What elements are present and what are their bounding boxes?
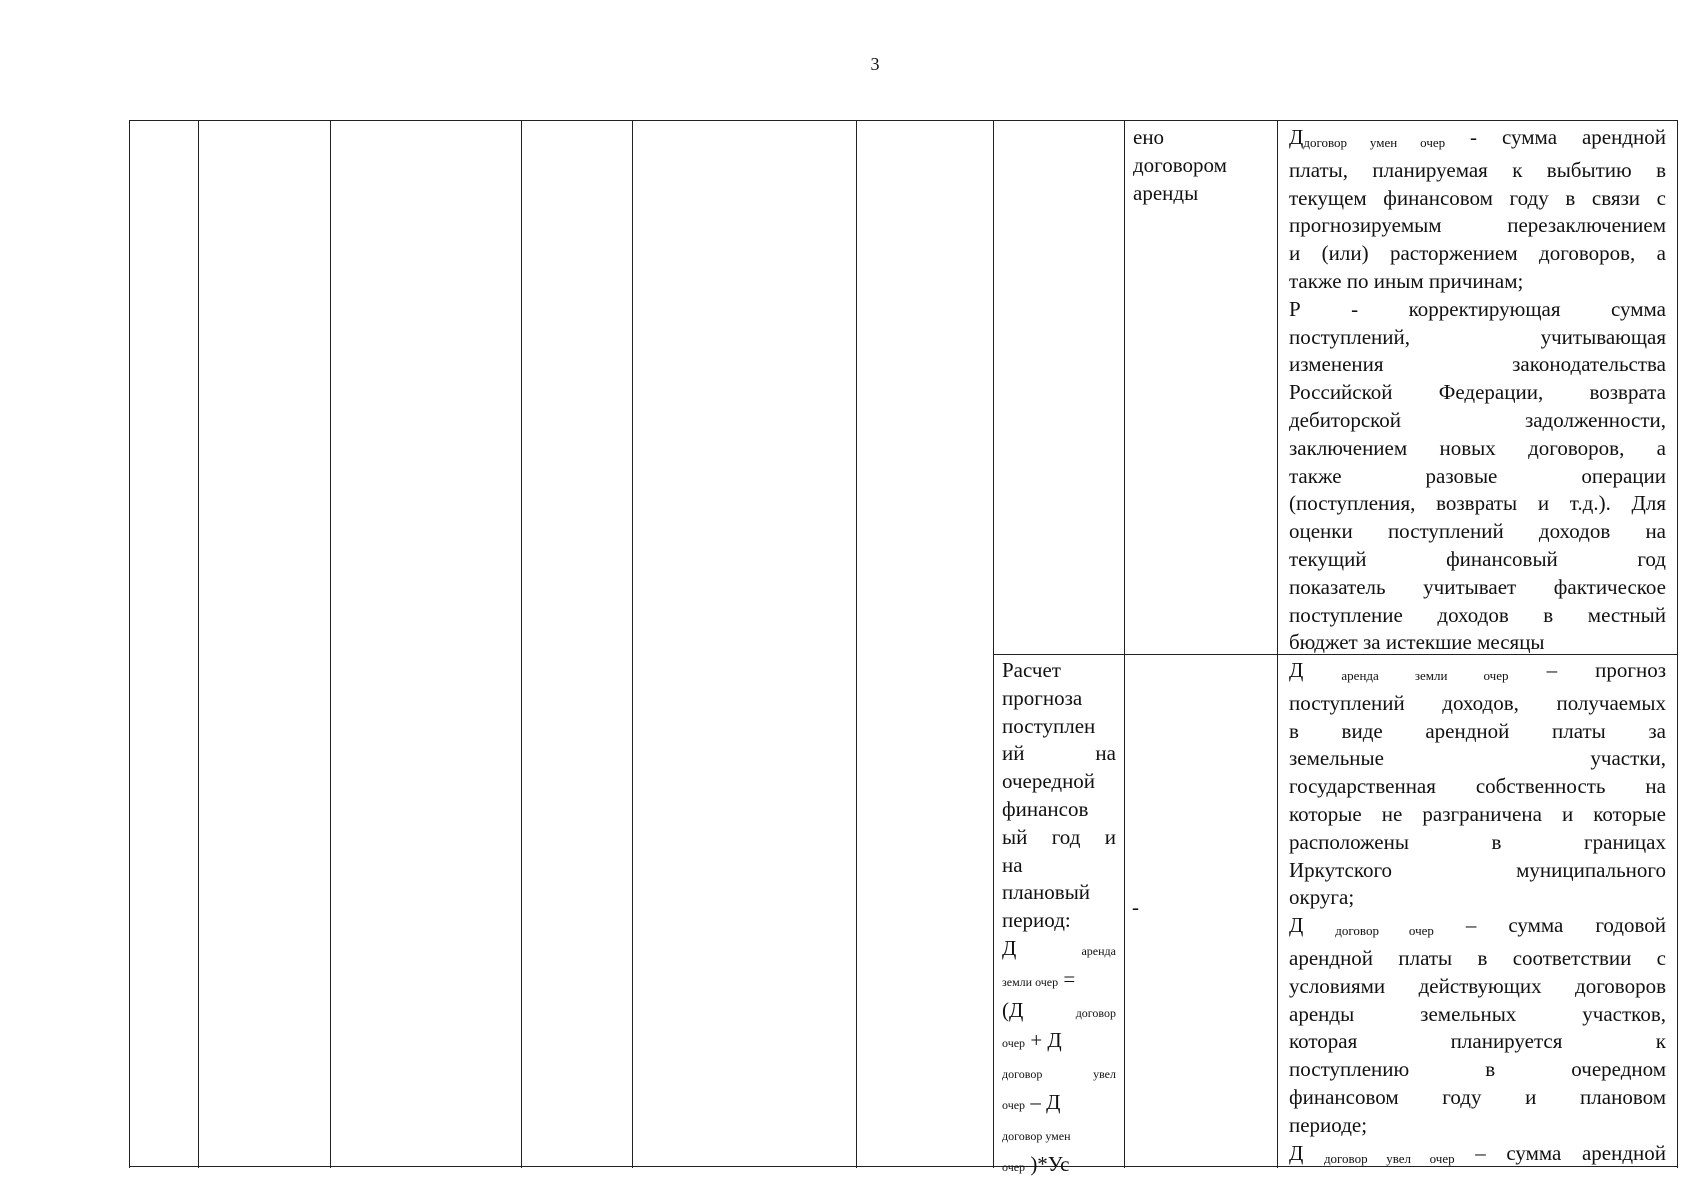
text-line: прогноза [1002,685,1083,710]
text-line: Р - корректирующая сумма [1289,296,1666,321]
text-line: платы, планируемая к выбытию в [1289,157,1666,182]
formula-subscript: договор умен [1002,1128,1071,1143]
text-line: которая планируется к [1289,1029,1666,1054]
text-line: и (или) расторжением договоров, а [1289,241,1666,266]
formula-tail: )*Ус [1030,1151,1070,1176]
text-line: ый год и [1002,824,1116,849]
text-line: поступлен [1002,713,1096,738]
page-number: 3 [870,54,880,74]
formula-d: (Д [1002,997,1024,1022]
text-line: дебиторской задолженности, [1289,407,1666,432]
top-col-h-text [1133,124,1273,207]
text-line: бюджет за истекшие месяцы [1289,630,1545,655]
text-fragment: - сумма арендной [1445,125,1666,149]
text-line: государственная собственность на [1289,774,1666,799]
text-line: периоде; [1289,1112,1368,1137]
text-line: которые не разграничена и которые [1289,801,1666,826]
text-line: поступлений доходов, получаемых [1289,690,1666,715]
text-line: ено [1133,125,1165,149]
col-border [1677,120,1678,1168]
text-line: показатель учитывает фактическое [1289,574,1666,599]
variable-d: Д [1289,1140,1304,1165]
table-top-border [129,120,1678,121]
text-line: на [1002,852,1023,877]
col-border [1277,120,1278,1168]
text-line: оценки поступлений доходов на [1289,519,1666,544]
text-line: земельные участки, [1289,746,1666,771]
formula-subscript: аренда [1081,943,1116,958]
text-line: текущий финансовый год [1289,546,1666,571]
formula-subscript: очер [1002,1097,1026,1112]
text-line: поступлению в очередном [1289,1057,1666,1082]
formula-operator: + Д [1030,1028,1062,1053]
text-fragment: – прогноз [1546,658,1667,682]
formula-line [1002,966,1116,997]
text-line [1289,124,1666,157]
formula-operator: = [1063,966,1076,991]
col-border [856,120,857,1168]
formula-operator: – Д [1030,1089,1061,1114]
formula-line [1002,1058,1116,1089]
formula-line [1002,1120,1116,1151]
text-line: Российской Федерации, возврата [1289,380,1666,405]
formula-subscript: очер [1002,1159,1026,1174]
variable-d: Д [1289,658,1304,682]
formula-line [1002,1089,1116,1120]
text-line: Расчет [1002,658,1061,682]
col-border [198,120,199,1168]
text-line: условиями действующих договоров [1289,973,1666,998]
text-line: округа; [1289,885,1355,910]
text-line: период: [1002,908,1071,933]
col-border [521,120,522,1168]
text-line: аренды земельных участков, [1289,1001,1666,1026]
text-line: поступление доходов в местный [1289,602,1666,627]
bottom-col-g-text [1002,657,1116,1181]
text-line: текущем финансовом году в связи с [1289,185,1666,210]
text-line: также разовые операции [1289,463,1666,488]
col-border [632,120,633,1168]
text-line: изменения законодательства [1289,352,1666,377]
text-line: прогнозируемым перезаключением [1289,213,1666,238]
formula-subscript: земли очер [1002,974,1059,989]
variable-subscript: договор увел очер [1323,1150,1455,1166]
top-col-i-text [1289,124,1666,657]
text-line [1289,912,1666,945]
text-line: плановый [1002,880,1091,905]
text-fragment: – сумма годовой [1433,913,1666,938]
text-line: арендной платы в соответствии с [1289,945,1666,970]
text-line: финансов [1002,796,1089,821]
formula-subscript: договор [1075,1005,1116,1020]
bottom-col-i-text [1289,657,1666,1172]
col-border [1124,120,1125,1168]
col-border [129,120,130,1168]
text-line: очередной [1002,769,1096,794]
col-border [330,120,331,1168]
text-line: финансовом году и плановом [1289,1084,1666,1109]
formula-line [1002,935,1116,966]
text-fragment: – сумма арендной [1454,1140,1666,1165]
text-line: (поступления, возвраты и т.д.). Для [1289,491,1666,516]
text-line: расположены в границах [1289,829,1666,854]
text-line [1289,1140,1666,1173]
text-line: также по иным причинам; [1289,268,1524,293]
text-line: аренды [1133,180,1199,205]
variable-subscript: аренда земли очер [1341,668,1509,683]
formula-subscript: очер [1002,1036,1026,1051]
col-border [993,120,994,1168]
text-line: поступлений, учитывающая [1289,324,1666,349]
formula-line [1002,997,1116,1028]
formula-line [1002,1151,1116,1182]
formula-subscript: договор увел [1002,1067,1116,1082]
text-line: заключением новых договоров, а [1289,435,1666,460]
variable-d: Д [1289,125,1304,149]
variable-d: Д [1289,913,1304,938]
text-line [1289,657,1666,690]
formula-d: Д [1002,935,1017,960]
text-line: договором [1133,152,1227,177]
document-table [129,120,1678,1176]
bottom-col-h-dash: - [1132,895,1139,919]
text-line: ий на [1002,741,1116,766]
variable-subscript: договор очер [1335,923,1434,939]
formula-line [1002,1027,1116,1058]
text-line: Иркутского муниципального [1289,857,1666,882]
text-line: в виде арендной платы за [1289,718,1666,743]
variable-subscript: договор умен очер [1303,135,1446,150]
